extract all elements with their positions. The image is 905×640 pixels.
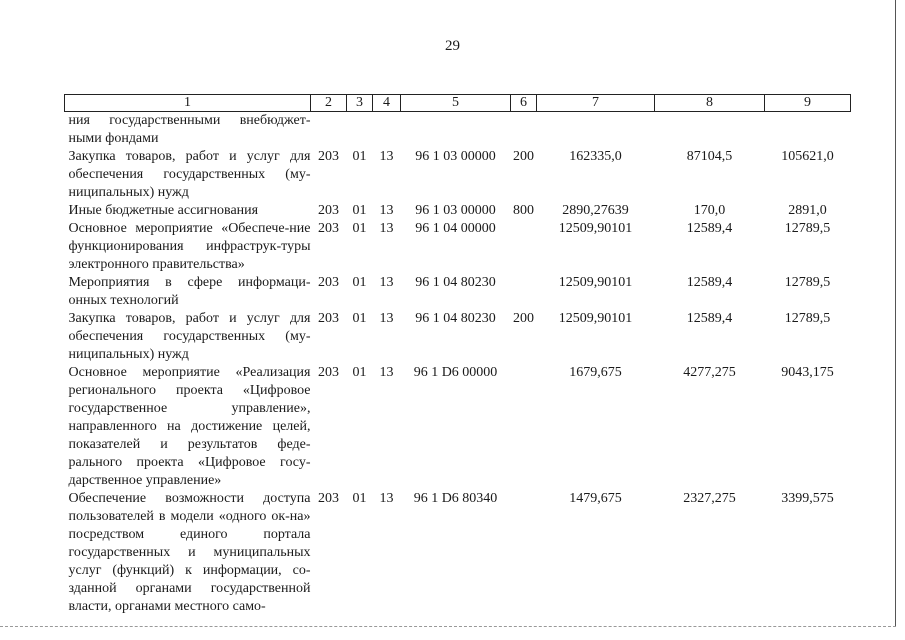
- cell-code-6: [511, 364, 537, 490]
- cell-code-4: 13: [379, 203, 394, 218]
- cell-code-3: 01: [352, 491, 367, 506]
- column-header: 4: [373, 95, 401, 112]
- column-header: 2: [311, 95, 347, 112]
- cell-code-3: 01: [352, 365, 367, 380]
- column-header: 6: [511, 95, 537, 112]
- header-row: [65, 95, 851, 112]
- cell-code-2: 203: [318, 311, 339, 326]
- cell-value-7: [537, 112, 655, 149]
- cell-code-2: [311, 112, 347, 149]
- cell-code-2: 203: [318, 365, 339, 380]
- cell-code-2: 203: [318, 203, 339, 218]
- cell-code-5: 96 1 03 00000: [415, 203, 496, 218]
- column-header: 7: [537, 95, 655, 112]
- cell-value-9: 12789,5: [784, 221, 831, 236]
- cell-code-5: 96 1 D6 80340: [413, 491, 498, 506]
- table-row: [65, 310, 851, 364]
- cell-code-3: 01: [352, 221, 367, 236]
- cell-code-6: 800: [513, 203, 534, 218]
- table-row: [65, 148, 851, 202]
- table-row: [65, 364, 851, 490]
- table-row: [65, 112, 851, 149]
- cell-code-5: 96 1 04 00000: [415, 221, 496, 236]
- cell-code-6: [511, 490, 537, 616]
- page-number: 29: [445, 38, 460, 54]
- cell-value-8: [655, 112, 765, 149]
- cell-code-6: [511, 220, 537, 274]
- column-header: 3: [347, 95, 373, 112]
- cell-code-4: 13: [379, 149, 394, 164]
- cell-code-3: 01: [352, 149, 367, 164]
- cell-code-6: [511, 112, 537, 149]
- cell-code-5: 96 1 04 80230: [415, 275, 496, 290]
- cell-value-7: 162335,0: [569, 149, 622, 164]
- column-header: 1: [65, 95, 311, 112]
- cell-code-5: 96 1 D6 00000: [413, 365, 498, 380]
- table-row: [65, 220, 851, 274]
- column-header: 8: [655, 95, 765, 112]
- page-border-right: [895, 0, 896, 626]
- row-name: Основное мероприятие «Обеспече-ние функционирования инфраструк-туры электронного правительства»: [68, 221, 311, 272]
- cell-value-8: 4277,275: [683, 365, 736, 380]
- row-name: Мероприятия в сфере информаци-онных технологий: [68, 275, 311, 308]
- row-name: ния государственными внебюджет-ными фондами: [68, 113, 311, 146]
- cell-code-6: [511, 274, 537, 310]
- page-border-bottom: [0, 626, 896, 627]
- cell-value-9: 12789,5: [784, 311, 831, 326]
- cell-code-6: 200: [513, 311, 534, 326]
- cell-code-5: 96 1 03 00000: [415, 149, 496, 164]
- cell-value-7: 1679,675: [569, 365, 622, 380]
- table-row: [65, 490, 851, 616]
- row-name: Иные бюджетные ассигнования: [68, 203, 259, 218]
- cell-code-4: 13: [379, 311, 394, 326]
- cell-value-9: 2891,0: [788, 203, 827, 218]
- cell-value-8: 87104,5: [686, 149, 733, 164]
- cell-value-8: 170,0: [693, 203, 726, 218]
- cell-value-7: 12509,90101: [558, 275, 633, 290]
- cell-code-2: 203: [318, 221, 339, 236]
- table-header: [65, 95, 851, 112]
- cell-code-4: 13: [379, 491, 394, 506]
- column-header: 9: [765, 95, 851, 112]
- column-header: 5: [401, 95, 511, 112]
- row-name: Закупка товаров, работ и услуг для обеспечения государственных (му-ниципальных) нужд: [68, 149, 311, 200]
- budget-table: [64, 94, 851, 616]
- cell-code-5: 96 1 04 80230: [415, 311, 496, 326]
- cell-code-4: 13: [379, 275, 394, 290]
- table-body: [65, 112, 851, 617]
- cell-value-7: 1479,675: [569, 491, 622, 506]
- cell-value-8: 12589,4: [686, 275, 733, 290]
- cell-value-8: 12589,4: [686, 221, 733, 236]
- cell-value-9: 105621,0: [781, 149, 834, 164]
- cell-code-3: [347, 112, 373, 149]
- cell-code-2: 203: [318, 275, 339, 290]
- cell-code-2: 203: [318, 491, 339, 506]
- cell-code-2: 203: [318, 149, 339, 164]
- table-row: [65, 202, 851, 220]
- cell-value-7: 12509,90101: [558, 311, 633, 326]
- cell-value-8: 2327,275: [683, 491, 736, 506]
- row-name: Обеспечение возможности доступа пользователей в модели «одного ок-на» посредством единого портала государственных и муниципальных услуг (функций) к информации, со-зданной органами государственной власти, органами местного само-: [68, 491, 311, 614]
- table-row: [65, 274, 851, 310]
- cell-code-4: 13: [379, 365, 394, 380]
- cell-code-3: 01: [352, 203, 367, 218]
- cell-value-9: 12789,5: [784, 275, 831, 290]
- cell-code-4: 13: [379, 221, 394, 236]
- cell-value-7: 12509,90101: [558, 221, 633, 236]
- cell-code-5: [401, 112, 511, 149]
- cell-value-9: 9043,175: [781, 365, 834, 380]
- cell-code-3: 01: [352, 311, 367, 326]
- row-name: Закупка товаров, работ и услуг для обеспечения государственных (му-ниципальных) нужд: [68, 311, 311, 362]
- cell-code-3: 01: [352, 275, 367, 290]
- cell-value-9: 3399,575: [781, 491, 834, 506]
- cell-value-8: 12589,4: [686, 311, 733, 326]
- cell-value-9: [765, 112, 851, 149]
- cell-code-4: [373, 112, 401, 149]
- row-name: Основное мероприятие «Реализация регионального проекта «Цифровое государственное управление», направленного на достижение целей, показателей и результатов феде-рального проекта «Цифровое госу-дарственное управление»: [68, 365, 311, 488]
- cell-code-6: 200: [513, 149, 534, 164]
- cell-value-7: 2890,27639: [562, 203, 629, 218]
